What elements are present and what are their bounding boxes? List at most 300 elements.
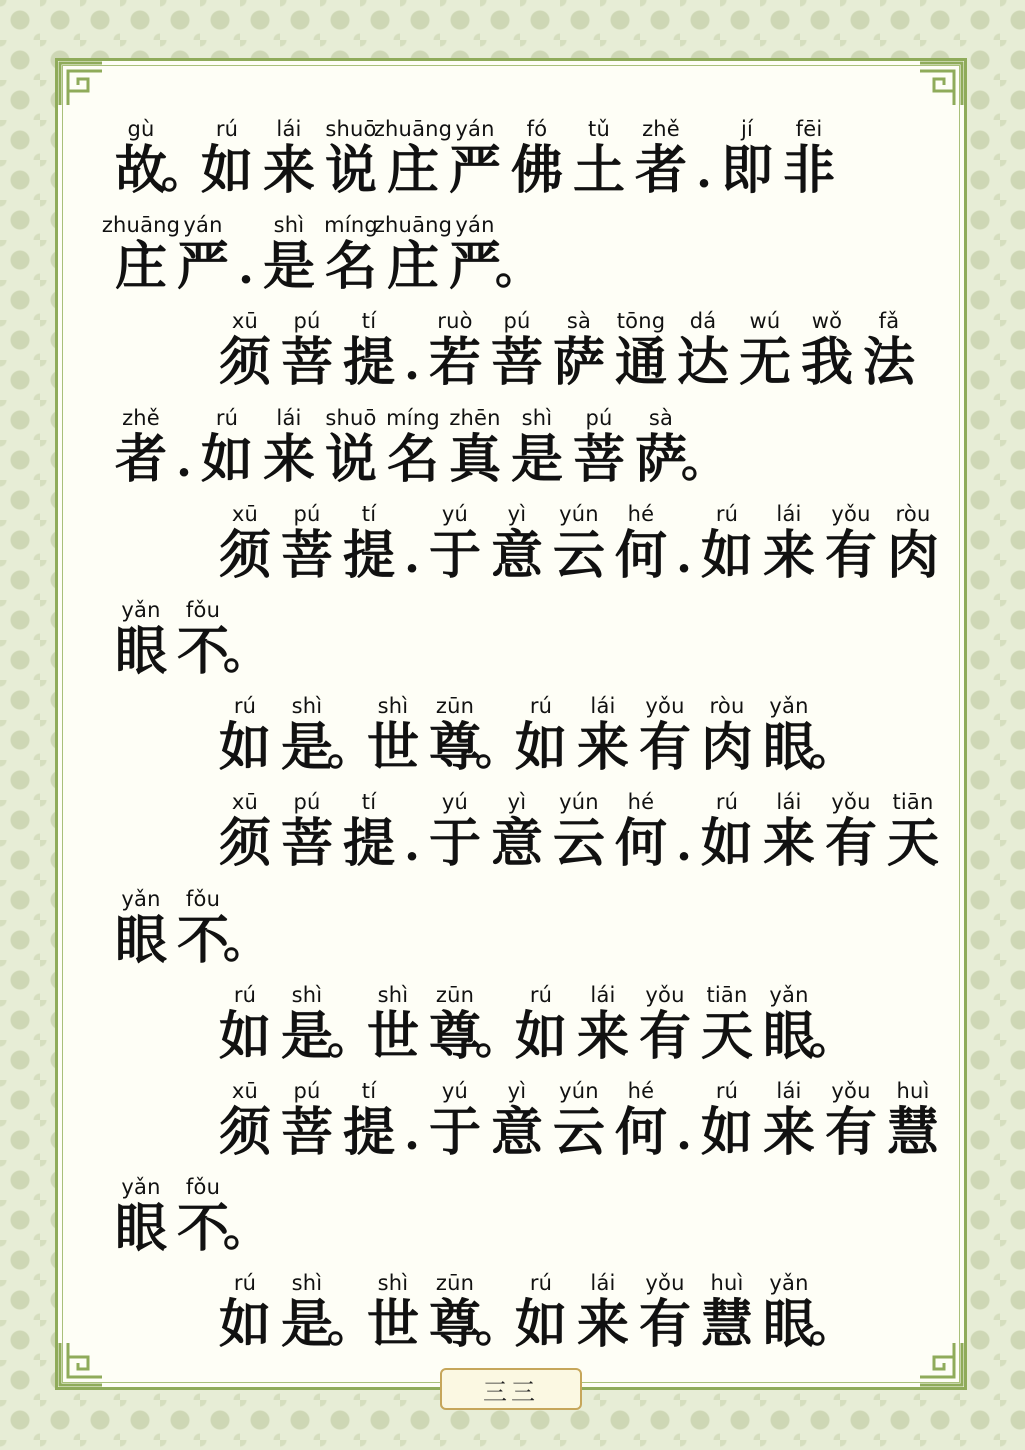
punctuation — [809, 983, 855, 1067]
pinyin: wǒ — [811, 309, 843, 334]
hanzi: 无 — [738, 332, 791, 394]
pinyin: lái — [276, 405, 302, 430]
hanzi: 何 — [614, 524, 667, 586]
pinyin: shì — [273, 213, 305, 238]
text-line — [110, 404, 727, 490]
pinyin: yú — [441, 501, 469, 526]
ruby-character — [214, 309, 276, 393]
hanzi: 如 — [514, 717, 567, 779]
text-line — [101, 211, 541, 298]
hanzi: 世 — [366, 717, 419, 779]
ruby-character — [716, 117, 778, 201]
ruby-character — [444, 117, 506, 201]
ruby-character — [572, 694, 634, 778]
hanzi: 是 — [280, 717, 333, 779]
pinyin: rú — [215, 405, 239, 430]
punctuation — [172, 406, 196, 490]
punctuation — [223, 887, 269, 971]
hanzi: 尊 — [428, 1294, 481, 1356]
hanzi: 如 — [700, 813, 753, 875]
ruby-character — [276, 790, 338, 874]
ruby-character — [172, 213, 234, 297]
ruby-character — [320, 213, 382, 297]
punctuation — [672, 1079, 696, 1163]
pinyin: yǎn — [769, 1271, 809, 1296]
hanzi: 来 — [576, 717, 629, 779]
pinyin: pú — [293, 790, 321, 815]
hanzi: 天 — [886, 813, 939, 875]
hanzi: 严 — [176, 236, 229, 298]
hanzi: 意 — [490, 524, 543, 586]
ruby-character — [548, 502, 610, 586]
ruby-character — [258, 213, 320, 297]
ruby-character — [214, 502, 276, 586]
ruby-character — [568, 406, 630, 490]
hanzi: . — [695, 144, 712, 198]
punctuation — [400, 309, 424, 393]
ruby-character — [882, 790, 944, 874]
ruby-character — [214, 694, 276, 778]
hanzi: 有 — [824, 813, 877, 875]
pinyin: zhuāng — [373, 117, 453, 141]
pinyin: tǔ — [588, 117, 610, 141]
pinyin: zhě — [122, 405, 160, 430]
pinyin: shì — [521, 405, 553, 430]
ruby-character — [882, 1079, 944, 1163]
hanzi: 如 — [514, 1294, 567, 1356]
ruby-character — [510, 983, 572, 1067]
pinyin: zhēn — [449, 405, 501, 430]
ruby-character — [338, 790, 400, 874]
ruby-character — [548, 790, 610, 874]
hanzi: 。 — [223, 913, 269, 968]
pinyin: xū — [231, 309, 259, 334]
ruby-character — [796, 309, 858, 393]
pinyin: yǒu — [645, 694, 685, 719]
ruby-character — [424, 309, 486, 393]
hanzi: 。 — [681, 432, 727, 487]
pinyin: fǒu — [185, 598, 221, 622]
hanzi: . — [675, 817, 692, 872]
hanzi: 眼 — [762, 1294, 815, 1356]
pinyin: rú — [715, 1079, 739, 1103]
pinyin: rú — [529, 694, 553, 719]
hanzi: 肉 — [700, 717, 753, 779]
pinyin: lái — [590, 1271, 616, 1296]
ruby-character — [486, 1079, 548, 1163]
hanzi: 世 — [366, 1005, 419, 1067]
hanzi: 有 — [824, 524, 877, 586]
text-line — [214, 692, 855, 779]
ruby-character — [820, 1079, 882, 1163]
ruby-character — [424, 790, 486, 874]
ruby-character — [276, 502, 338, 586]
hanzi: 于 — [428, 813, 481, 875]
hanzi: 须 — [218, 524, 271, 586]
text-line — [214, 500, 944, 586]
ruby-character — [510, 694, 572, 778]
ruby-character — [696, 983, 758, 1067]
pinyin: yì — [507, 1079, 527, 1103]
ruby-character — [424, 502, 486, 586]
pinyin: xū — [231, 790, 259, 815]
hanzi: 是 — [280, 1294, 333, 1356]
pinyin: míng — [324, 213, 378, 238]
hanzi: 眼 — [114, 621, 167, 682]
pinyin: shì — [377, 694, 409, 719]
hanzi: 如 — [200, 428, 253, 490]
punctuation — [400, 1079, 424, 1163]
ruby-character — [548, 309, 610, 393]
ruby-character — [696, 1079, 758, 1163]
hanzi: 有 — [824, 1102, 877, 1163]
pinyin: zhě — [642, 117, 680, 141]
punctuation — [327, 1271, 373, 1355]
hanzi: 者 — [114, 428, 167, 490]
hanzi: 。 — [495, 240, 541, 295]
pinyin: yǎn — [121, 1175, 161, 1200]
ruby-character — [214, 1271, 276, 1355]
hanzi: 如 — [514, 1005, 567, 1067]
hanzi: . — [175, 432, 192, 487]
hanzi: 不 — [176, 1198, 229, 1260]
ruby-character — [758, 790, 820, 874]
pinyin: tí — [361, 790, 377, 815]
pinyin: fǎ — [878, 309, 900, 334]
hanzi: 天 — [700, 1005, 753, 1067]
pinyin: jí — [740, 117, 754, 141]
ruby-character — [214, 983, 276, 1067]
text-line — [214, 307, 920, 393]
ruby-character — [634, 1271, 696, 1355]
punctuation — [692, 117, 716, 201]
hanzi: 来 — [262, 140, 315, 201]
hanzi: 若 — [428, 332, 481, 394]
pinyin: pú — [293, 1079, 321, 1103]
pinyin: yún — [559, 1079, 599, 1103]
hanzi: 来 — [762, 524, 815, 586]
text-line — [214, 1269, 855, 1356]
hanzi: 达 — [676, 332, 729, 394]
ruby-character — [373, 117, 453, 201]
pinyin: yǒu — [831, 501, 871, 526]
hanzi: 须 — [218, 332, 271, 394]
hanzi: 法 — [862, 332, 915, 394]
punctuation — [223, 598, 269, 682]
ruby-character — [110, 1175, 172, 1259]
hanzi: 是 — [510, 428, 563, 490]
ruby-character — [196, 117, 258, 201]
hanzi: . — [403, 1106, 420, 1160]
ruby-character — [110, 887, 172, 971]
pinyin: tiān — [706, 982, 748, 1007]
text-line — [110, 1173, 269, 1260]
hanzi: 如 — [200, 140, 253, 201]
ruby-character — [506, 406, 568, 490]
hanzi: 说 — [324, 140, 377, 201]
ruby-character — [424, 1079, 486, 1163]
pinyin: zūn — [435, 694, 475, 719]
hanzi: 菩 — [280, 524, 333, 586]
pinyin: yǎn — [121, 598, 161, 622]
hanzi: 来 — [576, 1294, 629, 1356]
ruby-character — [548, 1079, 610, 1163]
pinyin: wú — [749, 309, 781, 334]
ruby-character — [101, 213, 181, 298]
punctuation — [475, 694, 521, 778]
hanzi: 慧 — [700, 1294, 753, 1356]
hanzi: 提 — [342, 524, 395, 586]
pinyin: yì — [507, 790, 527, 815]
hanzi: 来 — [576, 1005, 629, 1067]
hanzi: 于 — [428, 524, 481, 586]
pinyin: lái — [590, 694, 616, 719]
hanzi: 。 — [223, 625, 269, 679]
punctuation — [327, 983, 373, 1067]
pinyin: tiān — [892, 790, 934, 815]
hanzi: 即 — [720, 140, 773, 201]
punctuation — [672, 502, 696, 586]
hanzi: 庄 — [114, 236, 167, 298]
pinyin: lái — [590, 982, 616, 1007]
ruby-character — [276, 309, 338, 393]
hanzi: 提 — [342, 813, 395, 875]
ruby-character — [338, 309, 400, 393]
hanzi: 。 — [475, 1009, 521, 1064]
punctuation — [223, 1175, 269, 1259]
ruby-character — [444, 406, 506, 490]
ruby-character — [572, 983, 634, 1067]
hanzi: 云 — [552, 813, 605, 875]
ruby-character — [758, 1079, 820, 1163]
pinyin: rú — [715, 790, 739, 815]
pinyin: shì — [291, 1271, 323, 1296]
pinyin: hé — [627, 501, 655, 526]
ruby-character — [382, 406, 444, 490]
hanzi: 菩 — [572, 428, 625, 490]
hanzi: 名 — [324, 236, 377, 298]
hanzi: 云 — [552, 524, 605, 586]
hanzi: 意 — [490, 1102, 543, 1163]
pinyin: yǒu — [831, 1079, 871, 1103]
punctuation — [234, 213, 258, 297]
pinyin: rú — [233, 982, 257, 1007]
punctuation — [495, 213, 541, 297]
pinyin: yún — [559, 501, 599, 526]
hanzi: 云 — [552, 1102, 605, 1163]
ruby-character — [778, 117, 840, 201]
punctuation — [161, 117, 207, 201]
pinyin: shuō — [325, 117, 377, 141]
ruby-character — [258, 117, 320, 201]
text-line — [110, 115, 840, 201]
pinyin: yú — [441, 790, 469, 815]
pinyin: xū — [231, 501, 259, 526]
pinyin: tí — [361, 501, 377, 526]
ruby-character — [610, 309, 672, 393]
hanzi: 眼 — [762, 717, 815, 779]
pinyin: shì — [377, 982, 409, 1007]
ruby-character — [486, 502, 548, 586]
pinyin: yǎn — [769, 982, 809, 1007]
ruby-character — [610, 502, 672, 586]
hanzi: 严 — [448, 140, 501, 201]
hanzi: 有 — [638, 717, 691, 779]
pinyin: shì — [291, 694, 323, 719]
hanzi: 须 — [218, 813, 271, 875]
punctuation — [475, 983, 521, 1067]
ruby-character — [696, 1271, 758, 1355]
pinyin: yǒu — [645, 1271, 685, 1296]
punctuation — [672, 790, 696, 874]
ruby-character — [338, 1079, 400, 1163]
sutra-text — [58, 61, 964, 1387]
hanzi: 庄 — [386, 140, 439, 201]
hanzi: . — [403, 528, 420, 583]
ruby-character — [696, 694, 758, 778]
hanzi: 。 — [475, 721, 521, 776]
ruby-character — [486, 309, 548, 393]
hanzi: . — [237, 240, 254, 295]
pinyin: lái — [776, 790, 802, 815]
pinyin: xū — [231, 1079, 259, 1103]
hanzi: . — [403, 817, 420, 872]
pinyin: shì — [291, 982, 323, 1007]
hanzi: 菩 — [280, 1102, 333, 1163]
pinyin: yán — [455, 213, 495, 238]
hanzi: 如 — [700, 524, 753, 586]
pinyin: pú — [293, 501, 321, 526]
hanzi: 眼 — [114, 909, 167, 971]
pinyin: yán — [183, 213, 223, 238]
hanzi: 肉 — [886, 524, 939, 586]
pinyin: sà — [566, 309, 592, 334]
hanzi: 菩 — [280, 332, 333, 394]
hanzi: 真 — [448, 428, 501, 490]
pinyin: tí — [361, 309, 377, 334]
hanzi: 我 — [800, 332, 853, 394]
hanzi: 提 — [342, 332, 395, 394]
hanzi: . — [403, 336, 420, 391]
hanzi: 提 — [342, 1102, 395, 1163]
ruby-character — [320, 406, 382, 490]
pinyin: rú — [233, 694, 257, 719]
text-line — [214, 1077, 944, 1163]
ruby-character — [696, 790, 758, 874]
punctuation — [327, 694, 373, 778]
punctuation — [809, 694, 855, 778]
hanzi: 如 — [218, 1005, 271, 1067]
hanzi: . — [675, 528, 692, 583]
ruby-character — [110, 406, 172, 490]
hanzi: 如 — [218, 717, 271, 779]
hanzi: 。 — [809, 1298, 855, 1353]
punctuation — [475, 1271, 521, 1355]
hanzi: 者 — [634, 140, 687, 201]
ruby-character — [196, 406, 258, 490]
punctuation — [681, 406, 727, 490]
pinyin: shuō — [325, 405, 377, 430]
pinyin: yì — [507, 501, 527, 526]
hanzi: 萨 — [552, 332, 605, 394]
ruby-character — [568, 117, 630, 201]
ruby-character — [820, 790, 882, 874]
pinyin: huì — [896, 1079, 930, 1103]
ruby-character — [858, 309, 920, 393]
ruby-character — [610, 1079, 672, 1163]
pinyin: míng — [386, 405, 440, 430]
ruby-character — [276, 1079, 338, 1163]
hanzi: 通 — [614, 332, 667, 394]
hanzi: 意 — [490, 813, 543, 875]
pinyin: tōng — [616, 309, 666, 334]
pinyin: pú — [293, 309, 321, 334]
hanzi: 是 — [262, 236, 315, 298]
hanzi: 。 — [475, 1298, 521, 1353]
text-line — [110, 885, 269, 971]
pinyin: sà — [648, 405, 674, 430]
hanzi: 须 — [218, 1102, 271, 1163]
pinyin: zūn — [435, 1271, 475, 1296]
hanzi: 有 — [638, 1005, 691, 1067]
hanzi: 不 — [176, 621, 229, 682]
ruby-character — [634, 694, 696, 778]
hanzi: 何 — [614, 1102, 667, 1163]
hanzi: 严 — [448, 236, 501, 298]
pinyin: pú — [585, 405, 613, 430]
pinyin: yǒu — [831, 790, 871, 815]
ruby-character — [758, 502, 820, 586]
ruby-character — [634, 983, 696, 1067]
pinyin: gù — [127, 117, 155, 141]
pinyin: yán — [455, 117, 495, 141]
pinyin: rú — [529, 982, 553, 1007]
pinyin: lái — [276, 117, 302, 141]
ruby-character — [110, 598, 172, 682]
ruby-character — [882, 502, 944, 586]
hanzi: 来 — [762, 813, 815, 875]
ruby-character — [362, 694, 424, 778]
pinyin: rú — [529, 1271, 553, 1296]
hanzi: 如 — [700, 1102, 753, 1163]
pinyin: fó — [526, 117, 548, 141]
pinyin: rú — [233, 1271, 257, 1296]
hanzi: 尊 — [428, 1005, 481, 1067]
ruby-character — [696, 502, 758, 586]
pinyin: yú — [441, 1079, 469, 1103]
hanzi: 说 — [324, 428, 377, 490]
text-line — [214, 981, 855, 1067]
hanzi: 名 — [386, 428, 439, 490]
ruby-character — [214, 1079, 276, 1163]
ruby-character — [630, 117, 692, 201]
hanzi: 菩 — [280, 813, 333, 875]
pinyin: shì — [377, 1271, 409, 1296]
hanzi: 佛 — [510, 140, 563, 201]
text-line — [110, 596, 269, 682]
pinyin: rú — [215, 117, 239, 141]
pinyin: ròu — [709, 694, 745, 719]
hanzi: 。 — [223, 1202, 269, 1257]
pinyin: rú — [715, 501, 739, 526]
pinyin: hé — [627, 790, 655, 815]
hanzi: . — [675, 1106, 692, 1160]
pinyin: zhuāng — [101, 213, 181, 238]
hanzi: 不 — [176, 909, 229, 971]
hanzi: 故 — [114, 140, 167, 201]
hanzi: 菩 — [490, 332, 543, 394]
hanzi: 。 — [327, 1009, 373, 1064]
